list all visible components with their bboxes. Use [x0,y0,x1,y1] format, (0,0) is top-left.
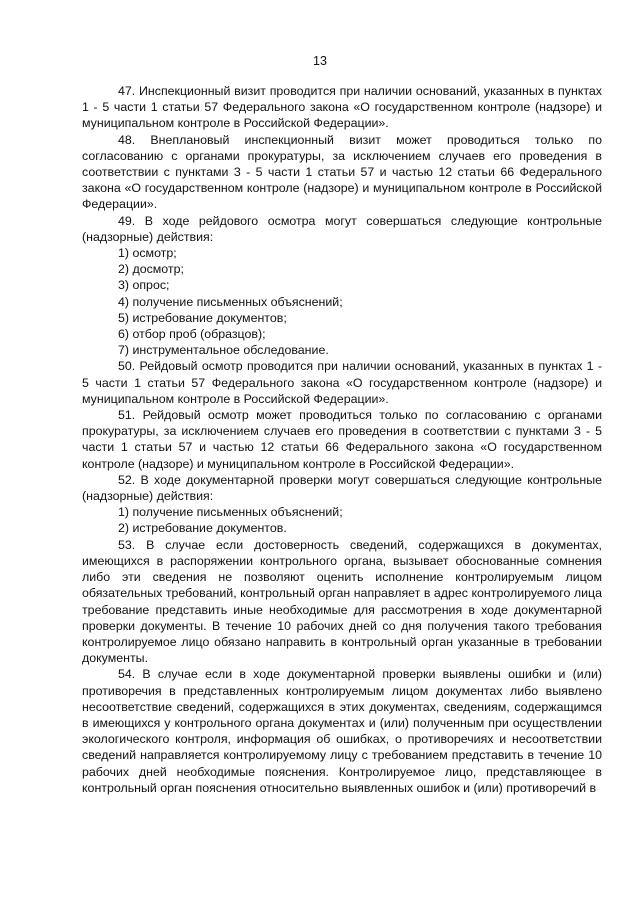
paragraph-47: 47. Инспекционный визит проводится при наличии оснований, указанных в пунктах 1 - 5 части 1 статьи 57 Федерального закона «О государственном контроле (надзоре) и муниципальном контроле в Российской Федерации». [82,84,602,131]
paragraph-53: 53. В случае если достоверность сведений, содержащихся в документах, имеющихся в распоряжении контрольного органа, вызывает обоснованные сомнения либо эти сведения не позволяют оценить исполнение контролируемым лицом обязательных требований, контрольный орган направляет в адрес контролируемого лица требование представить иные необходимые для рассмотрения в ходе документарной проверки документы. В течение 10 рабочих дней со дня получения такого требования контролируемое лицо обязано направить в контрольный орган указанные в требовании документы. [82,537,602,666]
list-item: 7) инструментальное обследование. [118,343,329,358]
list-item: 1) осмотр; [118,246,177,261]
list-item: 1) получение письменных объяснений; [118,505,343,520]
list-item: 2) истребование документов. [118,521,287,536]
paragraph-51: 51. Рейдовый осмотр может проводиться только по согласованию с органами прокуратуры, за исключением случаев его проведения в соответствии с пунктами 3 - 5 части 1 статьи 57 и частью 12 статьи 66 Федерального закона «О государственном контроле (надзоре) и муниципальном контроле в Российской Федерации». [82,408,602,471]
page-number: 13 [313,54,327,68]
list-item: 2) досмотр; [118,262,184,277]
paragraph-48: 48. Внеплановый инспекционный визит может проводиться только по согласованию с органами прокуратуры, за исключением случаев его проведения в соответствии с пунктами 3 - 5 части 1 статьи 57 и частью 12 статьи 66 Федерального закона «О государственном контроле (надзоре) и муниципальном контроле в Российской Федерации». [82,132,602,212]
paragraph-54: 54. В случае если в ходе документарной проверки выявлены ошибки и (или) противоречия в представленных контролируемым лицом документах либо выявлено несоответствие сведений, содержащихся в этих документах, сведениям, содержащимся в имеющихся у контрольного органа документах и (или) полученным при осуществлении экологического контроля, информация об ошибках, о противоречиях и несоответствии сведений направляется контролируемому лицу с требованием представить в течение 10 рабочих дней необходимые пояснения. Контролируемое лицо, представляющее в контрольный орган пояснения относительно выявленных ошибок и (или) противоречий в [82,667,602,795]
list-item: 6) отбор проб (образцов); [118,327,266,342]
paragraph-50: 50. Рейдовый осмотр проводится при наличии оснований, указанных в пунктах 1 - 5 части 1 статьи 57 Федерального закона «О государственном контроле (надзоре) и муниципальном контроле в Российской Федерации». [82,359,602,406]
list-item: 5) истребование документов; [118,310,287,325]
list-item: 4) получение письменных объяснений; [118,294,343,309]
paragraph-49: 49. В ходе рейдового осмотра могут совершаться следующие контрольные (надзорные) действия: [82,213,602,244]
list-item: 3) опрос; [118,278,170,293]
paragraph-52: 52. В ходе документарной проверки могут совершаться следующие контрольные (надзорные) действия: [82,472,602,504]
document-body [82,83,602,796]
